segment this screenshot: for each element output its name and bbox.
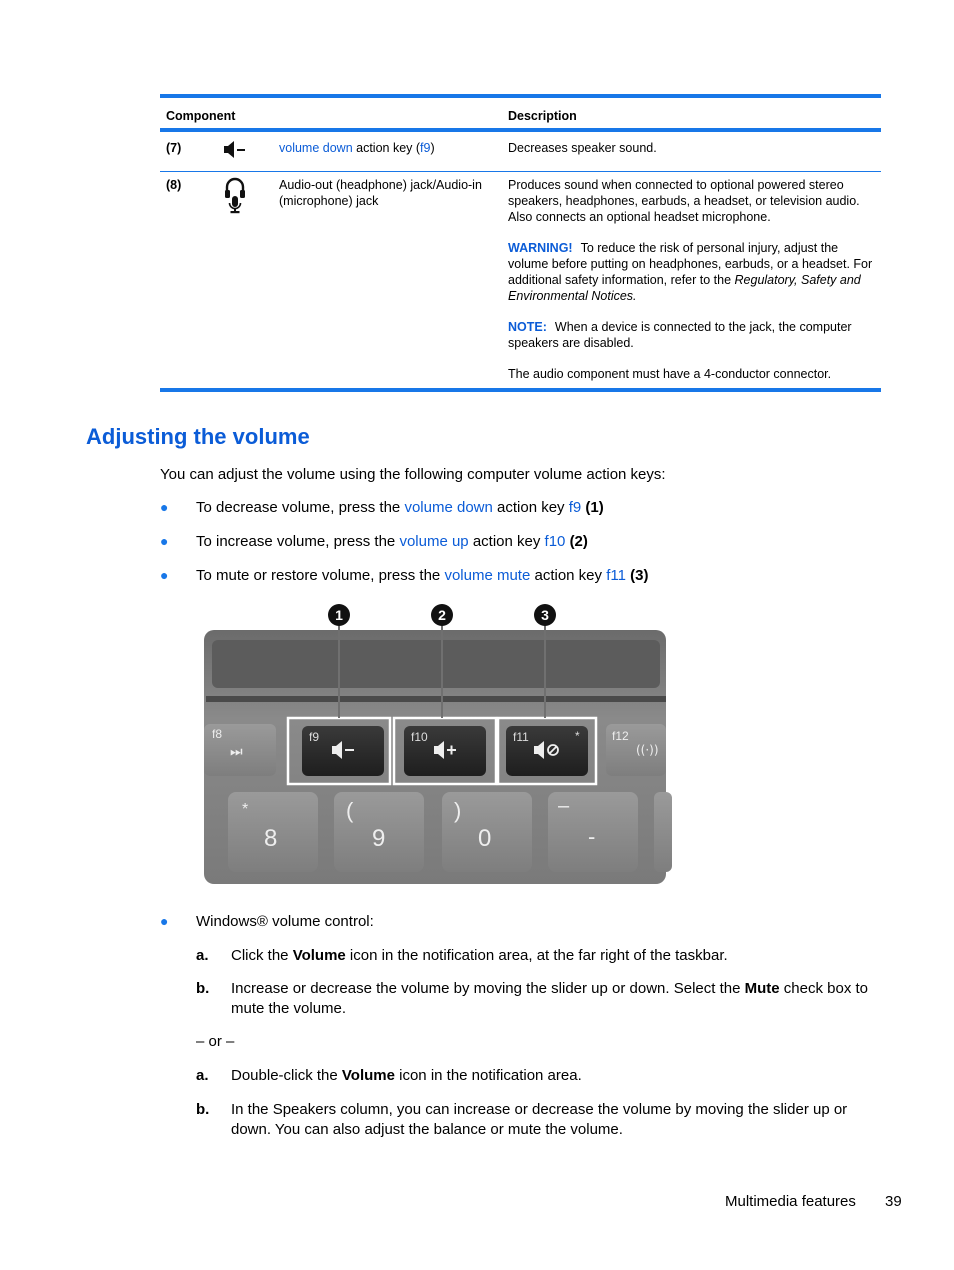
f9-label: f9 [309, 730, 320, 744]
svg-text:-: - [588, 824, 596, 849]
header-description: Description [508, 109, 577, 123]
mute-led-icon: * [575, 729, 580, 743]
note-paragraph: NOTE: When a device is connected to the jack, the computer speakers are disabled. [508, 320, 852, 350]
note-label: NOTE: [508, 320, 547, 334]
warning-paragraph: WARNING! To reduce the risk of personal injury, adjust the volume before putting on headphones, earbuds, or a headset. For additional safety information, refer to the Regulatory, Safety and Environmental Notices. [508, 241, 873, 303]
svg-text:3: 3 [541, 607, 549, 623]
f8-label: f8 [212, 727, 223, 741]
svg-text:9: 9 [372, 825, 386, 852]
row-description [508, 177, 876, 397]
volume-mute-link[interactable]: volume mute [444, 567, 531, 584]
component-table [160, 94, 881, 392]
volume-down-icon [222, 140, 248, 164]
connector-paragraph: The audio component must have a 4-conductor connector. [508, 367, 832, 381]
row-component: Audio-out (headphone) jack/Audio-in (microphone) jack [279, 178, 482, 208]
svg-text:8: 8 [264, 825, 278, 852]
row-number: (8) [166, 178, 182, 192]
svg-text:(: ( [346, 798, 354, 823]
display-hinge [212, 640, 660, 688]
svg-text:): ) [454, 798, 462, 823]
row-description: Decreases speaker sound. [508, 141, 657, 155]
next-track-icon: ⏭ [230, 744, 243, 760]
volume-down-link[interactable]: volume down [279, 141, 353, 155]
svg-text:*: * [242, 801, 249, 818]
headset-icon [224, 177, 246, 219]
volume-up-link[interactable]: volume up [399, 533, 469, 550]
or-separator: – or – [196, 1033, 235, 1050]
row-component: volume down action key (f9) [279, 141, 435, 155]
f12-label: f12 [612, 729, 629, 743]
wireless-icon: ((·)) [636, 743, 659, 757]
svg-text:0: 0 [478, 825, 492, 852]
table-header [160, 98, 881, 128]
svg-text:1: 1 [335, 607, 343, 623]
svg-text:–: – [558, 795, 570, 817]
key-partial [654, 792, 672, 872]
hinge-edge [206, 696, 666, 702]
f11-label: f11 [513, 730, 529, 744]
f11-link[interactable]: f11 [606, 567, 626, 584]
table-row-7 [160, 132, 881, 171]
notices-title: Regulatory, Safety and Environmental Notices. [508, 273, 861, 303]
f9-link[interactable]: f9 [420, 141, 431, 155]
f10-link[interactable]: f10 [544, 533, 566, 550]
row-number: (7) [166, 141, 182, 155]
bullet-dot: ● [160, 533, 169, 549]
intro-paragraph: You can adjust the volume using the following computer volume action keys: [160, 466, 666, 483]
volume-down-link[interactable]: volume down [404, 499, 493, 516]
bullet-dot: ● [160, 567, 169, 583]
svg-text:2: 2 [438, 607, 446, 623]
header-component: Component [166, 109, 236, 123]
description-paragraph: Produces sound when connected to optional powered stereo speakers, headphones, earbuds, a headset, or television audio. Also connects an optional headset microphone. [508, 178, 860, 224]
section-heading: Adjusting the volume [86, 424, 310, 449]
table-row-8 [160, 172, 881, 388]
warning-label: WARNING! [508, 241, 573, 255]
f10-label: f10 [411, 730, 428, 744]
page-number: 39 [885, 1193, 902, 1210]
f9-link[interactable]: f9 [568, 499, 582, 516]
keyboard-illustration [198, 604, 673, 890]
footer-section: Multimedia features [725, 1193, 856, 1210]
bullet-dot: ● [160, 913, 169, 929]
bullet-dot: ● [160, 499, 169, 515]
